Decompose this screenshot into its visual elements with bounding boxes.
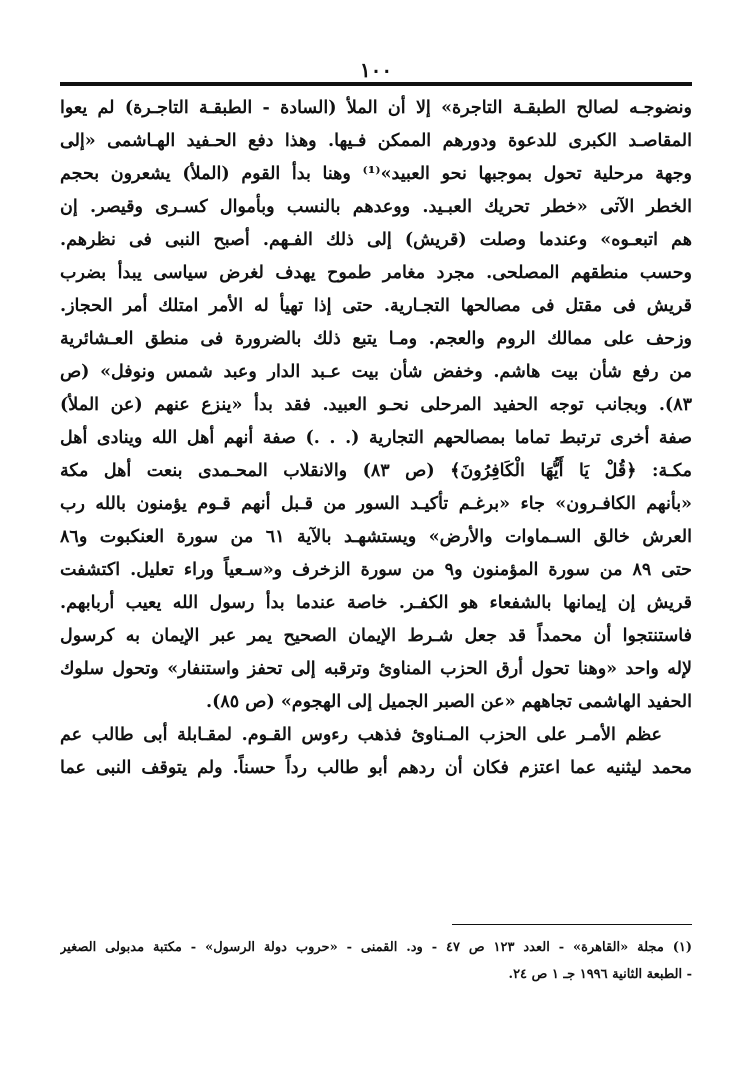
footnote-line: (١) مجلة «القاهرة» - العدد ١٢٣ ص ٤٧ - ود. القمنى - «حروب دولة الرسول» - مكتبة مدبولى الصغير bbox=[60, 940, 692, 955]
body-line: الخطر الآتى «خطر تحريك العبـيد. ووعدهم بالنسب وبأموال كسـرى وقيصر. إن bbox=[60, 197, 692, 217]
body-line: ونضوجـه لصالح الطبقـة التاجرة» إلا أن الملأ (السادة - الطبقـة التاجـرة) لم يعوا bbox=[60, 98, 692, 118]
body-line: الحفيد الهاشمى تجاههم «عن الصبر الجميل إلى الهجوم» (ص ٨٥). bbox=[206, 692, 692, 712]
body-line: صفة أخرى ترتبط تماما بمصالحهم التجارية (. . .) صفة أنهم أهل الله وينادى أهل bbox=[60, 428, 692, 448]
page-header bbox=[60, 58, 692, 88]
body-line: فاستنتجوا أن محمداً قد جعل شـرط الإيمان الصحيح يمر عبر الإيمان به كرسول bbox=[60, 626, 692, 646]
footnote-line: - الطبعة الثانية ١٩٩٦ جـ ١ ص ٢٤. bbox=[508, 967, 692, 982]
body-line: قريش فى مقتل فى مصالحها التجـارية. حتى إذا تهيأ له الأمر امتلك أمر الحجاز. bbox=[60, 296, 692, 316]
header-rule bbox=[60, 82, 692, 86]
body-line: وزحف على ممالك الروم والعجم. ومـا يتبع ذلك بالضرورة فى منطق العـشائرية bbox=[60, 329, 692, 349]
body-line: قريش إن إيمانها بالشفعاء هو الكفـر. خاصة عندما بدأ رسول الله يعيب أربابهم. bbox=[60, 593, 692, 613]
body-text bbox=[60, 92, 692, 785]
body-line: عظم الأمـر على الحزب المـناوئ فذهب رءوس القـوم. لمقـابلة أبى طالب عم bbox=[60, 725, 662, 745]
body-line: من رفع شأن بيت هاشم. وخفض شأن بيت عـبد الدار وعبد شمس ونوفل» (ص bbox=[60, 362, 692, 382]
body-line: محمد ليثنيه عما اعتزم فكان أن ردهم أبو طالب رداً حسناً. ولم يتوقف النبى عما bbox=[60, 758, 692, 778]
page-number: ١٠٠ bbox=[359, 58, 393, 82]
body-line: هم اتبعـوه» وعندما وصلت (قريش) إلى ذلك الفـهم. أصبح النبى فى نظرهم. bbox=[60, 230, 692, 250]
body-line: وجهة مرحلية تحول بموجبها نحو العبيد»⁽¹⁾ وهنا بدأ القوم (الملأ) يشعرون بحجم bbox=[60, 164, 692, 184]
body-line: حتى ٨٩ من سورة المؤمنون و٩ من سورة الزخرف و«سـعياً وراء تعليل. اكتشفت bbox=[60, 560, 692, 580]
body-line: مكـة: ﴿قُلْ يَا أَيُّهَا الْكَافِرُونَ﴾ (ص ٨٣) والانقلاب المحـمدى بنعت أهل مكة bbox=[60, 461, 692, 481]
footnotes bbox=[60, 934, 692, 988]
body-line: المقاصـد الكبرى للدعوة ودورهم الممكن فـيها. وهذا دفع الحـفيد الهـاشمى «إلى bbox=[60, 131, 692, 151]
body-line: ٨٣). وبجانب توجه الحفيد المرحلى نحـو العبيد. فقد بدأ «ينزع عنهم (عن الملأ) bbox=[60, 395, 692, 415]
body-line: وحسب منطقهم المصلحى. مجرد مغامر طموح يهدف لغرض سياسى يبدأ بضرب bbox=[60, 263, 692, 283]
footnote-rule bbox=[452, 924, 692, 925]
body-line: العرش خالق السـماوات والأرض» ويستشهـد بالآية ٦١ من سورة العنكبوت و٨٦ bbox=[60, 527, 692, 547]
body-line: «بأنهم الكافـرون» جاء «برغـم تأكيـد السور من قـبل أنهم قـوم يؤمنون بالله رب bbox=[60, 494, 692, 514]
body-line: لإله واحد «وهنا تحول أرق الحزب المناوئ وترقبه إلى تحفز واستنفار» وتحول سلوك bbox=[60, 659, 692, 679]
